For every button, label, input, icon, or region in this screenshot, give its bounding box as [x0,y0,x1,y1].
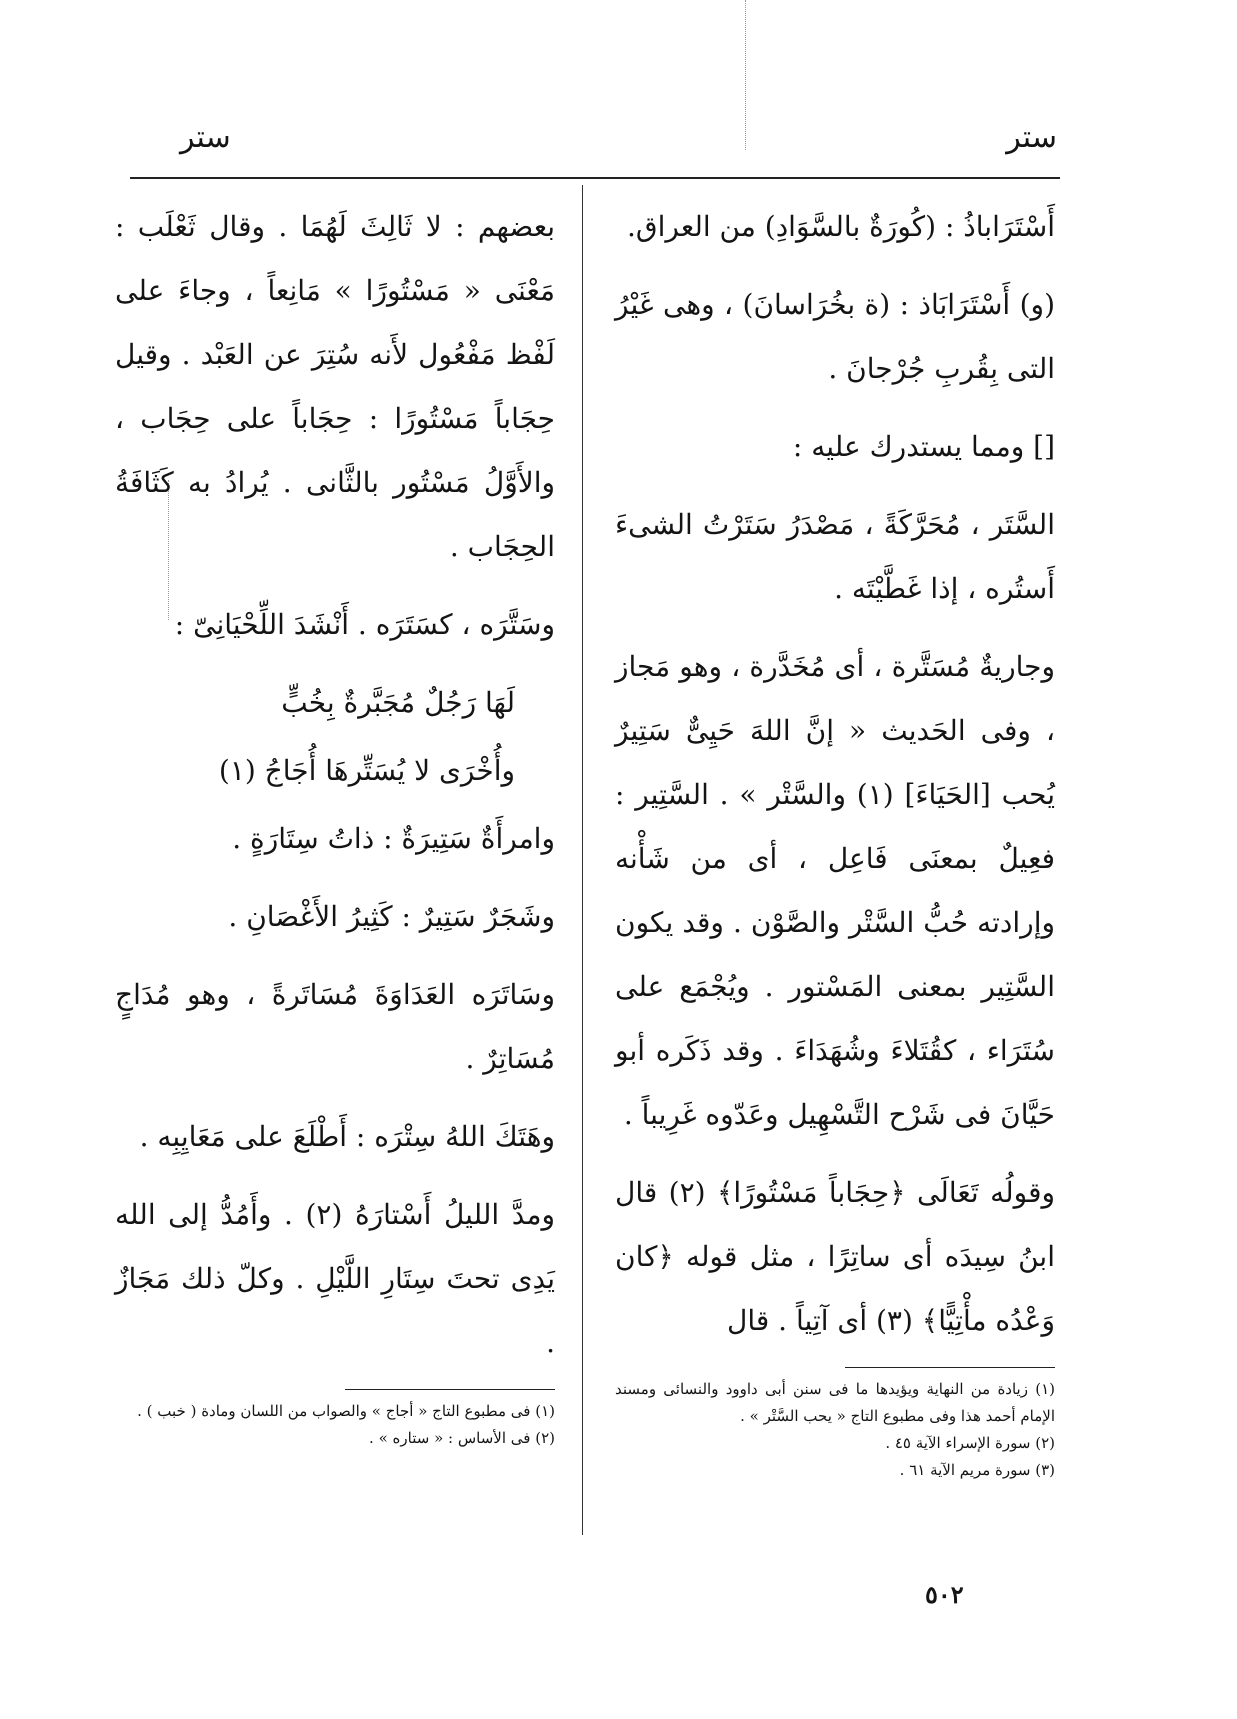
scan-crease-mark [745,0,746,150]
footnote: (٣) سورة مريم الآية ٦١ . [899,1461,1055,1479]
footnote: (٢) سورة الإسراء الآية ٤٥ . [885,1434,1055,1452]
left-footnotes [115,1398,555,1452]
left-column [115,195,555,1452]
header-rule [130,177,1060,179]
entry-paragraph: (و) أَسْتَرَابَاذ : (ة بخُرَاسانَ) ، وهى غَيْرُ التى بِقُربِ جُرْجانَ . [615,288,1055,385]
footnote-rule [345,1389,555,1390]
running-head-right: ستر [1006,120,1057,155]
footnote-rule [845,1367,1055,1368]
entry-paragraph: ومدَّ الليلُ أَسْتارَهُ (٢) . وأَمُدُّ إلى الله يَدِى تحتَ سِتَارِ اللَّيْلِ . وكلّ ذلك مَجَازٌ . [115,1198,555,1359]
right-footnotes [615,1376,1055,1484]
entry-paragraph: بعضهم : لا ثَالِثَ لَهُمَا . وقال ثَعْلَب : مَعْنَى « مَسْتُورًا » مَانِعاً ، وجاءَ على لَفْظ مَفْعُول لأَنه سُتِرَ عن العَبْد . وقيل حِجَاباً مَسْتُورًا : حِجَاباً على حِجَاب ، والأَوَّلُ مَسْتُور بالثَّانى . يُرادُ به كَثَافَةُ الحِجَاب . [115,210,555,563]
entry-paragraph: وشَجَرٌ سَتِيرٌ : كَثِيرُ الأَغْصَانِ . [228,900,555,933]
entry-paragraph: أَسْتَرَاباذُ : (كُورَةٌ بالسَّوَادِ) من العراق. [626,210,1055,243]
entry-paragraph: وامرأَةٌ سَتِيرَةٌ : ذاتُ سِتَارَةٍ . [232,822,555,855]
footnote: (١) زيادة من النهاية ويؤيدها ما فى سنن أبى داوود والنسائى ومسند الإمام أحمد هذا وفى مطبوع التاج « يحب السَّتْر » . [615,1380,1055,1425]
page-number: ٥٠٢ [925,1580,964,1609]
entry-paragraph: السَّتَر ، مُحَرَّكَةً ، مَصْدَرُ سَتَرْتُ الشىءَ أَستُره ، إذا غَطَّيْتَه . [615,508,1055,605]
verse-line: لَهَا رَجُلٌ مُجَبَّرةٌ بِخُبٍّ [281,686,515,719]
entry-paragraph: وقولُه تَعَالَى ﴿حِجَاباً مَسْتُورًا﴾ (٢) قال ابنُ سِيدَه أى ساتِرًا ، مثل قوله ﴿كان وَعْدُه مأْتِيًّا﴾ (٣) أى آتِياً . قال [615,1176,1055,1337]
entry-paragraph: وجاريةٌ مُسَتَّرة ، أى مُخَدَّرة ، وهو مَجاز ، وفى الحَديث « إنَّ اللهَ حَيِىٌّ سَتِيرٌ يُحب [الحَيَاءَ] (١) والسَّتْر » . السَّتِير : فعِيلٌ بمعنَى فَاعِل ، أى من شَأْنه وإرادته حُبُّ السَّتْر والصَّوْن . وقد يكون السَّتِير بمعنى المَسْتور . ويُجْمَع على سُتَرَاء ، كقُتَلاءَ وشُهَدَاءَ . وقد ذَكَره أبو حَيَّانَ فى شَرْح التَّسْهِيل وعَدّوه غَرِيباً . [615,650,1055,1131]
footnote: (١) فى مطبوع التاج « أجاج » والصواب من اللسان ومادة ( خبب ) . [137,1402,555,1420]
entry-paragraph: [] ومما يستدرك عليه : [792,430,1055,463]
footnote: (٢) فى الأساس : « ستاره » . [369,1429,555,1447]
entry-paragraph: وسَتَّرَه ، كسَتَرَه . أَنْشَدَ اللِّحْيَانِىّ : [174,608,555,641]
verse-line: وأُخْرَى لا يُسَتِّرهَا أُجَاجُ (١) [218,754,515,787]
right-column [615,195,1055,1484]
entry-paragraph: وسَاتَرَه العَدَاوَةَ مُسَاتَرةً ، وهو مُدَاجٍ مُسَاتِرٌ . [115,978,555,1075]
running-head-left: ستر [180,120,231,155]
column-divider [582,185,583,1535]
entry-paragraph: وهَتَكَ اللهُ سِتْرَه : أَطْلَعَ على مَعَايِبِه . [139,1120,555,1153]
